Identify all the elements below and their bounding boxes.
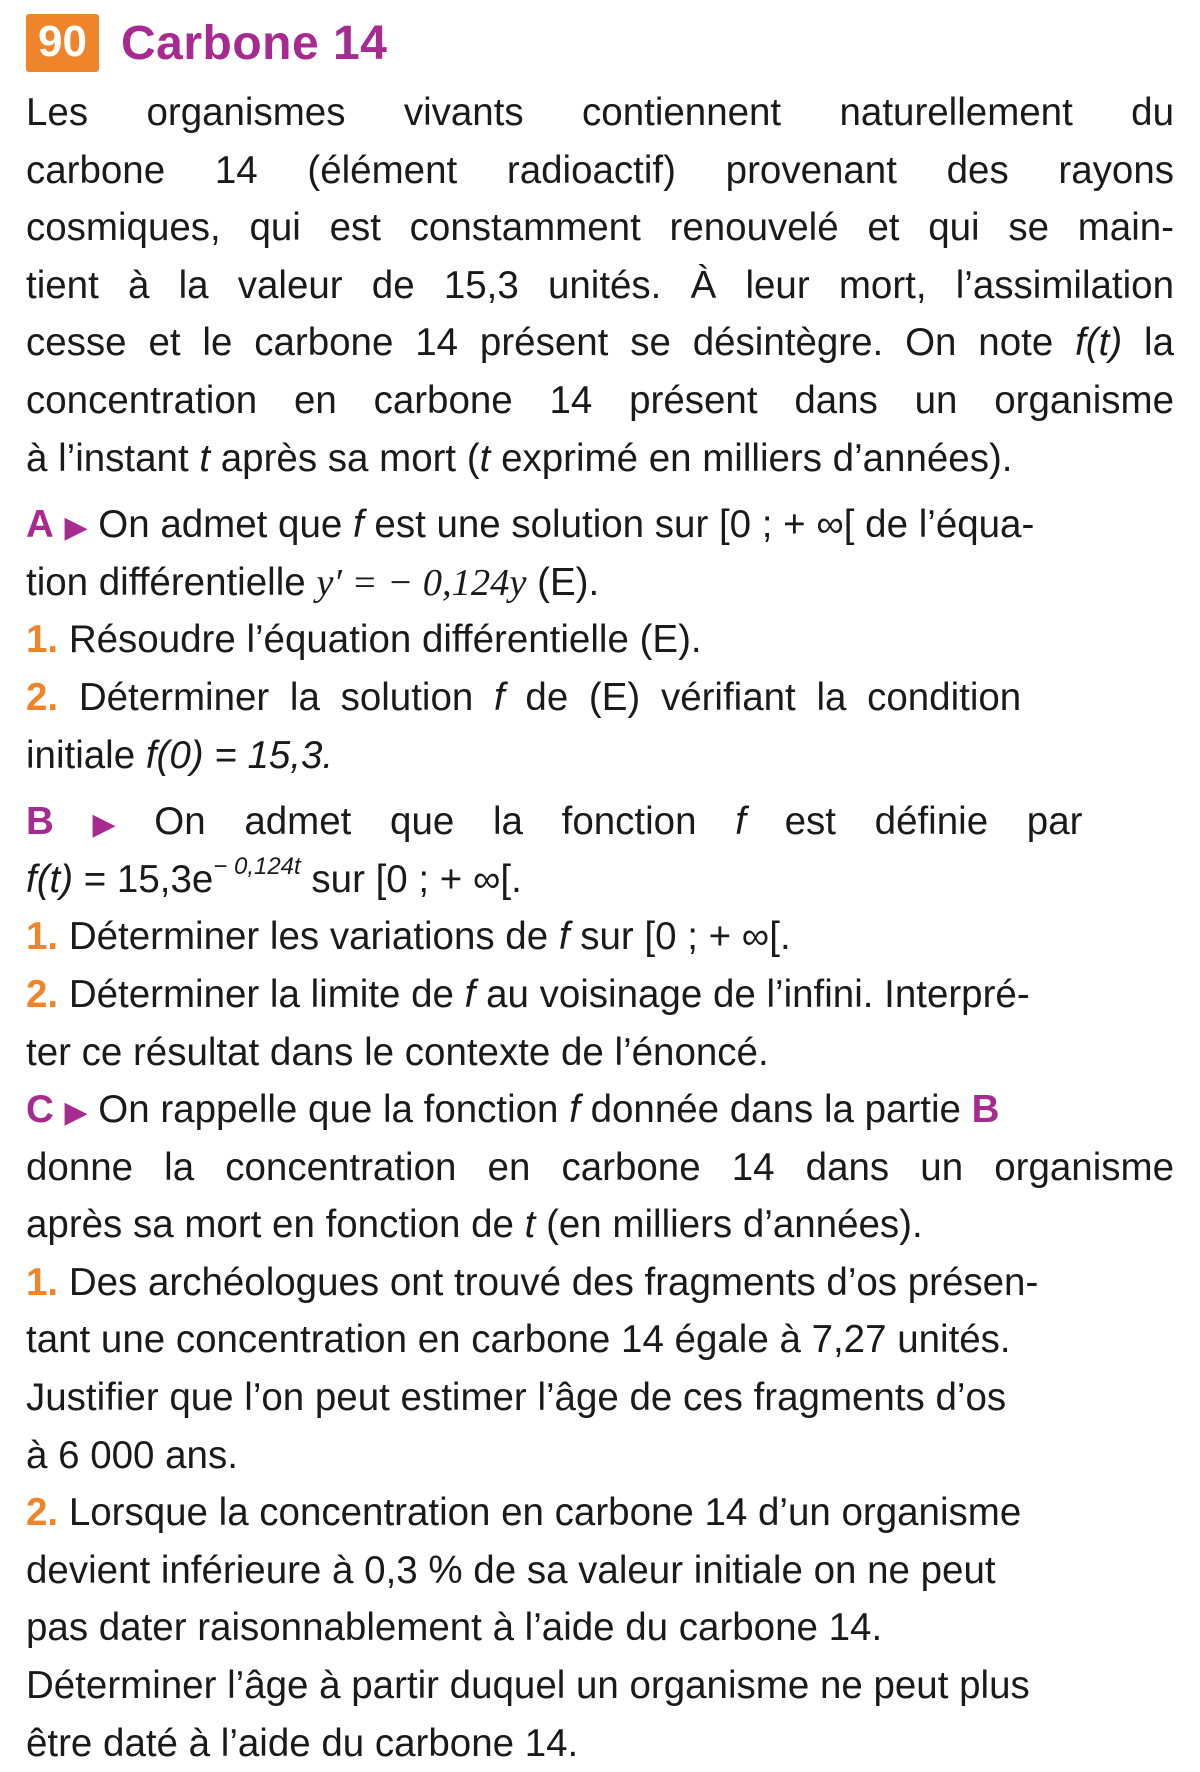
part-b-intro: B ▶ On admet que la fonction f est définie par <box>26 800 1083 844</box>
exercise-header <box>26 14 387 72</box>
triangle-right-icon: ▶ <box>64 511 88 545</box>
question-c1-cont: à 6 000 ans. <box>26 1433 238 1477</box>
part-c-label: C <box>26 1088 54 1132</box>
question-c2-cont: pas dater raisonnablement à l’aide du carbone 14. <box>26 1606 883 1650</box>
question-c1: 1. Des archéologues ont trouvé des fragments d’os présen- <box>26 1260 1039 1304</box>
intro-line: cesse et le carbone 14 présent se désintègre. On note f(t) la <box>26 321 1174 365</box>
question-a2: 2. Déterminer la solution f de (E) vérifiant la condition <box>26 675 1022 719</box>
part-a-label: A <box>26 503 54 547</box>
intro-line: à l’instant t après sa mort (t exprimé en milliers d’années). <box>26 436 1013 480</box>
differential-equation: y′ = − 0,124y <box>316 561 527 604</box>
intro-line: cosmiques, qui est constamment renouvelé et qui se main- <box>26 206 1174 250</box>
question-b1: 1. Déterminer les variations de f sur [0 ; + ∞[. <box>26 915 791 959</box>
part-c-line: après sa mort en fonction de t (en milliers d’années). <box>26 1203 923 1247</box>
part-b-reference: B <box>971 1088 1000 1132</box>
part-c-line: donne la concentration en carbone 14 dans un organisme <box>26 1145 1174 1189</box>
question-c1-cont: Justifier que l’on peut estimer l’âge de ces fragments d’os <box>26 1376 1007 1420</box>
intro-line: concentration en carbone 14 présent dans un organisme <box>26 378 1174 422</box>
question-a1: 1. Résoudre l’équation différentielle (E). <box>26 618 702 662</box>
part-a-equation-line: tion différentielle y′ = − 0,124y (E). <box>26 560 600 604</box>
exercise-number-badge: 90 <box>26 14 99 72</box>
question-c1-cont: tant une concentration en carbone 14 égale à 7,27 unités. <box>26 1318 1011 1362</box>
intro-line: tient à la valeur de 15,3 unités. À leur mort, l’assimilation <box>26 263 1174 307</box>
question-a2-cont: initiale f(0) = 15,3. <box>26 733 334 777</box>
question-b2-cont: ter ce résultat dans le contexte de l’énoncé. <box>26 1030 769 1074</box>
triangle-right-icon: ▶ <box>64 1096 88 1130</box>
ft-symbol: f(t) <box>1075 321 1123 365</box>
question-c2-cont: Déterminer l’âge à partir duquel un organisme ne peut plus <box>26 1664 1030 1708</box>
question-c2: 2. Lorsque la concentration en carbone 14 d’un organisme <box>26 1491 1022 1535</box>
exercise-title: Carbone 14 <box>120 16 388 70</box>
question-b2: 2. Déterminer la limite de f au voisinage de l’infini. Interpré- <box>26 972 1030 1016</box>
part-c-intro: C ▶ On rappelle que la fonction f donnée dans la partie B <box>26 1088 1000 1132</box>
part-a-intro: A ▶ On admet que f est une solution sur [0 ; + ∞[ de l’équa- <box>26 503 1035 547</box>
intro-line: carbone 14 (élément radioactif) provenant des rayons <box>26 148 1174 192</box>
part-b-label: B <box>26 800 54 844</box>
intro-line: Les organismes vivants contiennent naturellement du <box>26 91 1174 134</box>
exponent: − 0,124t <box>213 852 301 880</box>
question-c2-cont: devient inférieure à 0,3 % de sa valeur initiale on ne peut <box>26 1548 996 1592</box>
triangle-right-icon: ▶ <box>92 808 116 842</box>
exercise-body <box>26 84 1174 1772</box>
question-c2-cont: être daté à l’aide du carbone 14. <box>26 1721 579 1765</box>
function-definition: $f(t) = 15,3e^{- 0,124t}$ sur [0 ; + ∞[. <box>26 852 522 901</box>
